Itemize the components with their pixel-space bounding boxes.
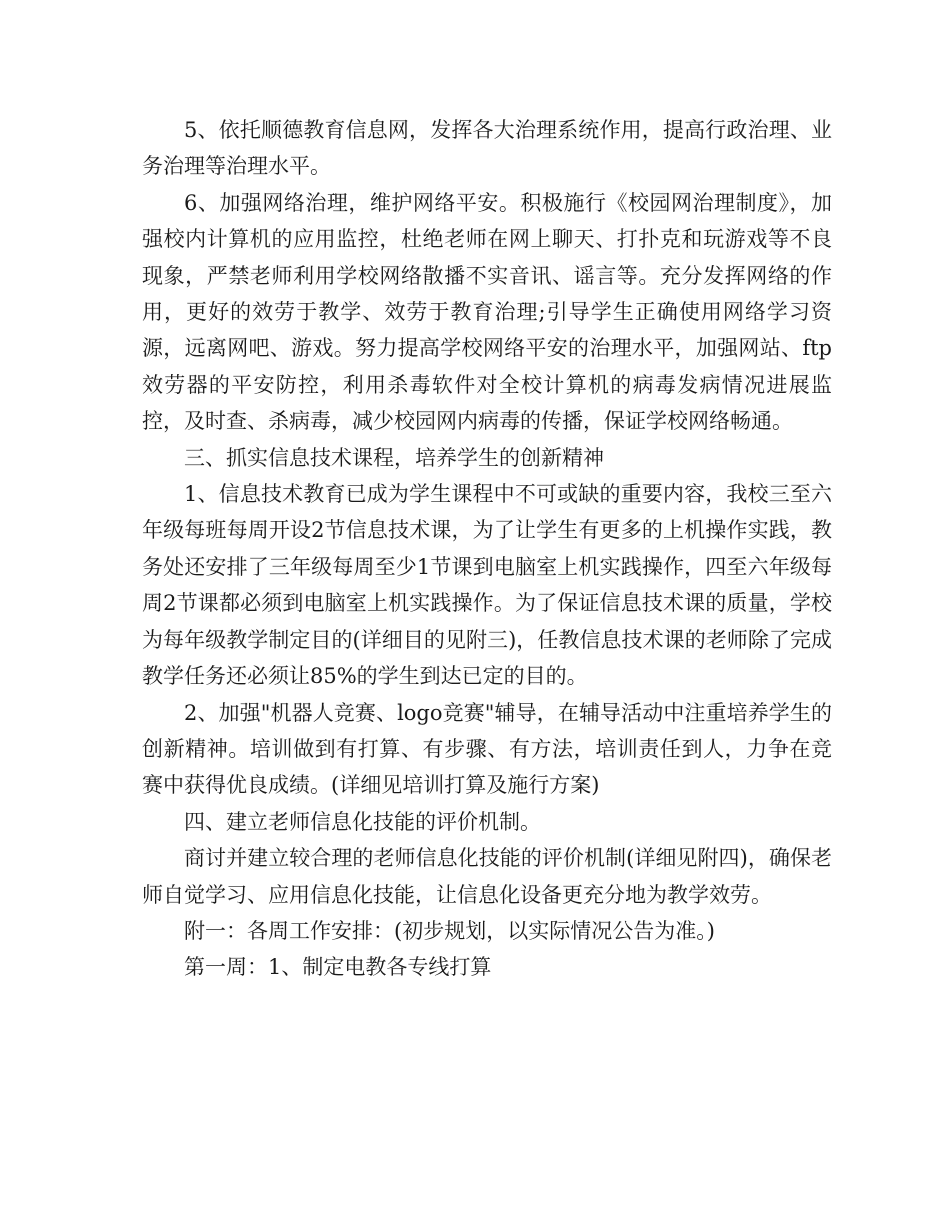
paragraph-evaluation: 商讨并建立较合理的老师信息化技能的评价机制(详细见附四)，确保老师自觉学习、应用信息化技能，让信息化设备更充分地为教学效劳。 [142,846,832,907]
section-heading-3: 三、抓实信息技术课程，培养学生的创新精神 [184,445,604,470]
document-body [142,112,832,986]
week-one-item: 第一周：1、制定电教各专线打算 [184,955,492,980]
appendix-heading: 附一：各周工作安排：(初步规划，以实际情况公告为准。) [184,918,715,943]
paragraph-item-5: 5、依托顺德教育信息网，发挥各大治理系统作用，提高行政治理、业务治理等治理水平。 [142,118,832,179]
paragraph-item-6: 6、加强网络治理，维护网络平安。积极施行《校园网治理制度》，加强校内计算机的应用监控，杜绝老师在网上聊天、打扑克和玩游戏等不良现象，严禁老师利用学校网络散播不实音讯、谣言等。充分发挥网络的作用，更好的效劳于教学、效劳于教育治理;引导学生正确使用网络学习资源，远离网吧、游戏。努力提高学校网络平安的治理水平，加强网站、ftp效劳器的平安防控，利用杀毒软件对全校计算机的病毒发病情况进展监控，及时查、杀病毒，减少校园网内病毒的传播，保证学校网络畅通。 [142,190,832,434]
paragraph-item-1: 1、信息技术教育已成为学生课程中不可或缺的重要内容，我校三至六年级每班每周开设2节信息技术课，为了让学生有更多的上机操作实践，教务处还安排了三年级每周至少1节课到电脑室上机实践操作，四至六年级每周2节课都必须到电脑室上机实践操作。为了保证信息技术课的质量，学校为每年级教学制定目的(详细目的见附三)，任教信息技术课的老师除了完成教学任务还必须让85%的学生到达已定的目的。 [142,482,832,689]
paragraph-item-2: 2、加强"机器人竞赛、logo竞赛"辅导，在辅导活动中注重培养学生的创新精神。培训做到有打算、有步骤、有方法，培训责任到人，力争在竞赛中获得优良成绩。(详细见培训打算及施行方案) [142,700,832,798]
section-heading-4: 四、建立老师信息化技能的评价机制。 [184,809,541,834]
